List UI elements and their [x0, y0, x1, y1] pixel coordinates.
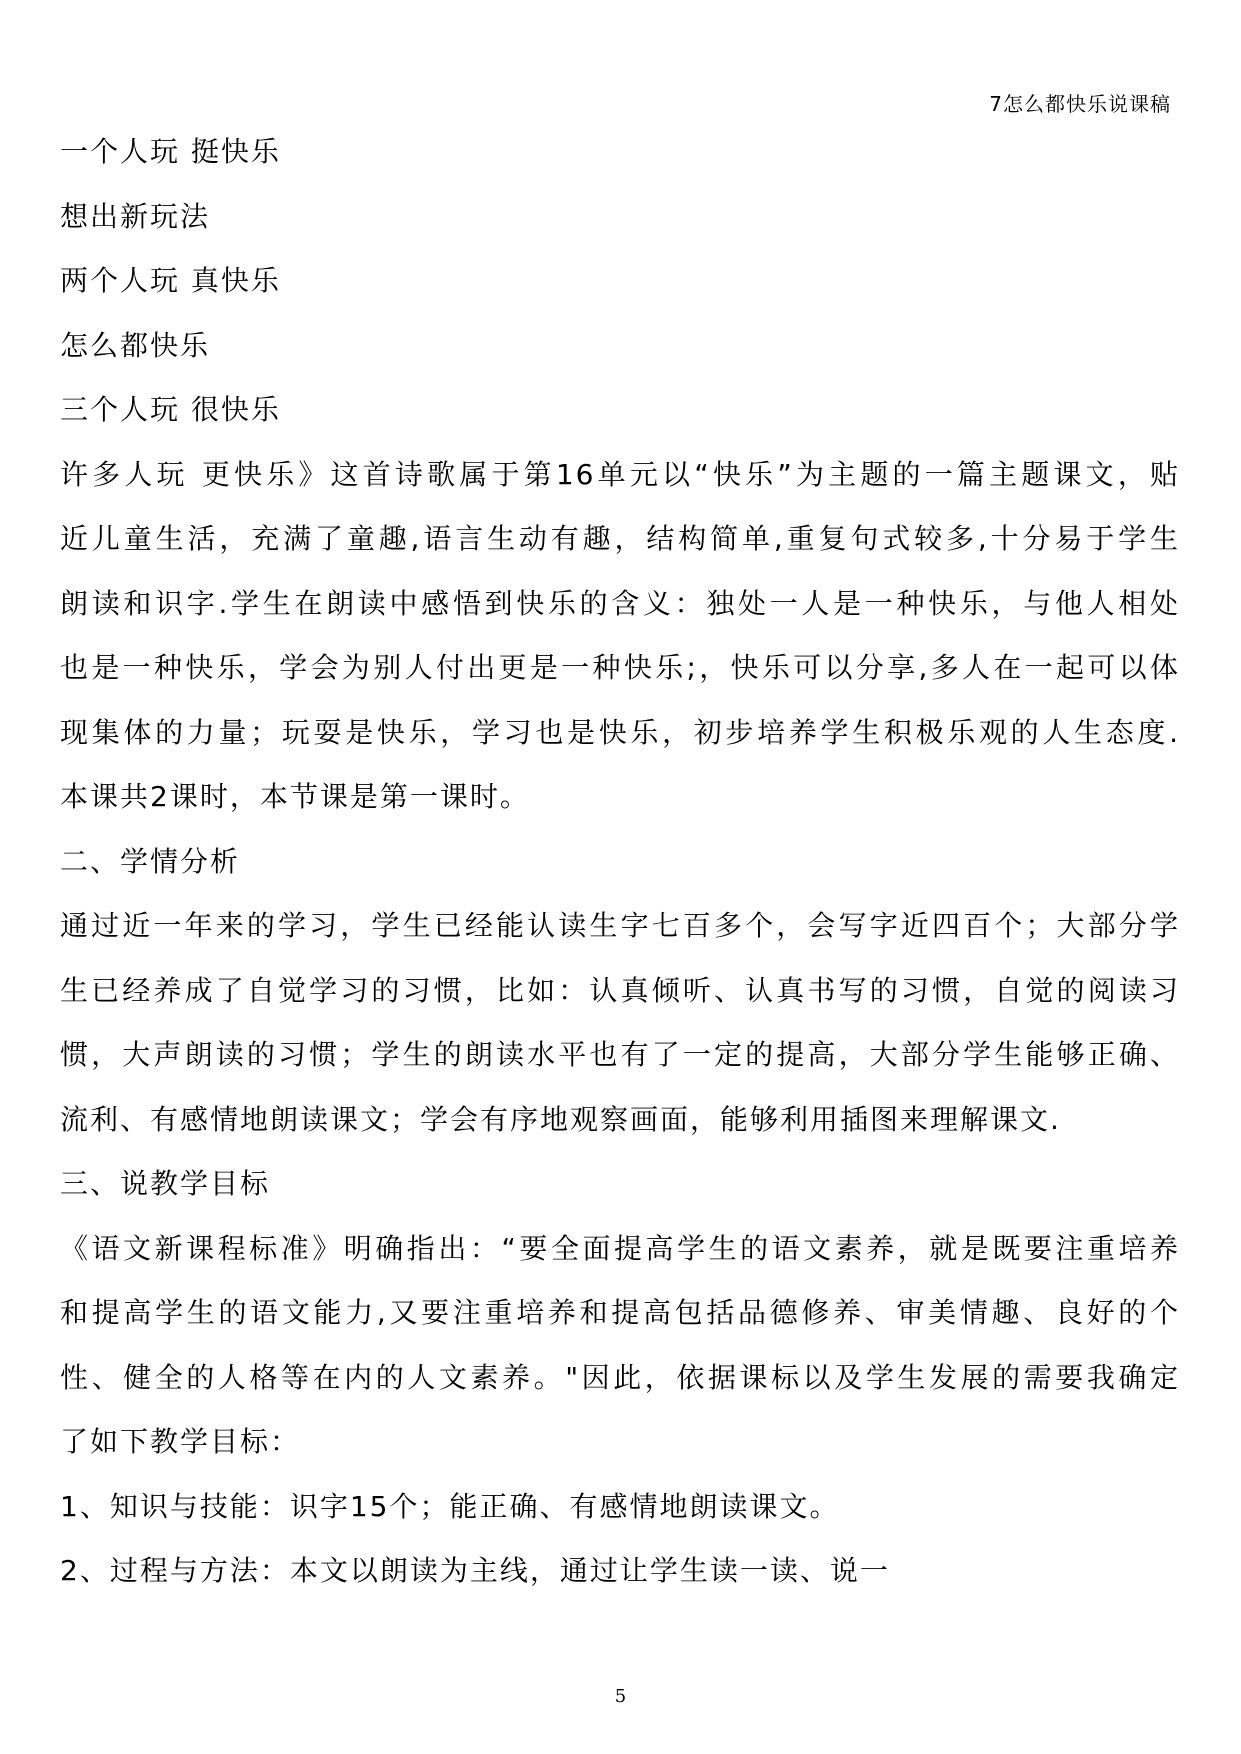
text-line: 一个人玩 挺快乐 [60, 135, 281, 168]
text-line: 两个人玩 真快乐 [60, 264, 281, 297]
paragraph-line: 生已经养成了自觉学习的习惯，比如：认真倾听、认真书写的习惯，自觉的阅读习 [60, 973, 1180, 1007]
paragraph-line: 了如下教学目标： [60, 1425, 301, 1458]
paragraph-line: 现集体的力量；玩耍是快乐，学习也是快乐，初步培养学生积极乐观的人生态度. [60, 715, 1180, 749]
text-line: 三个人玩 很快乐 [60, 393, 281, 426]
paragraph-line: 性、健全的人格等在内的人文素养。"因此，依据课标以及学生发展的需要我确定 [60, 1360, 1180, 1394]
list-item: 1、知识与技能：识字15个；能正确、有感情地朗读课文。 [60, 1489, 840, 1523]
paragraph-line: 流利、有感情地朗读课文；学会有序地观察画面，能够利用插图来理解课文. [60, 1102, 1061, 1136]
paragraph-line: 和提高学生的语文能力,又要注重培养和提高包括品德修养、审美情趣、良好的个 [60, 1296, 1180, 1329]
section-heading: 二、学情分析 [60, 844, 241, 878]
paragraph-line: 近儿童生活，充满了童趣,语言生动有趣，结构简单,重复句式较多,十分易于学生 [60, 522, 1180, 555]
section-heading: 三、说教学目标 [60, 1167, 271, 1200]
paragraph-line: 本课共2课时，本节课是第一课时。 [60, 780, 530, 813]
running-header: 7怎么都快乐说课稿 [989, 92, 1171, 116]
paragraph-line: 《语文新课程标准》明确指出：“要全面提高学生的语文素养，就是既要注重培养 [60, 1231, 1180, 1265]
document-body [60, 120, 1180, 1604]
page-number: 5 [614, 1686, 627, 1707]
text-line: 怎么都快乐 [60, 328, 211, 362]
text-line: 想出新玩法 [60, 199, 211, 233]
list-item: 2、过程与方法：本文以朗读为主线，通过让学生读一读、说一 [60, 1554, 890, 1587]
paragraph-line: 通过近一年来的学习，学生已经能认读生字七百多个，会写字近四百个；大部分学 [60, 909, 1180, 942]
paragraph-line: 惯，大声朗读的习惯；学生的朗读水平也有了一定的提高，大部分学生能够正确、 [60, 1038, 1180, 1071]
paragraph-line: 朗读和识字.学生在朗读中感悟到快乐的含义：独处一人是一种快乐，与他人相处 [60, 586, 1180, 620]
paragraph-line: 许多人玩 更快乐》这首诗歌属于第16单元以“快乐”为主题的一篇主题课文，贴 [60, 457, 1180, 491]
paragraph-line: 也是一种快乐，学会为别人付出更是一种快乐;，快乐可以分享,多人在一起可以体 [60, 651, 1180, 684]
